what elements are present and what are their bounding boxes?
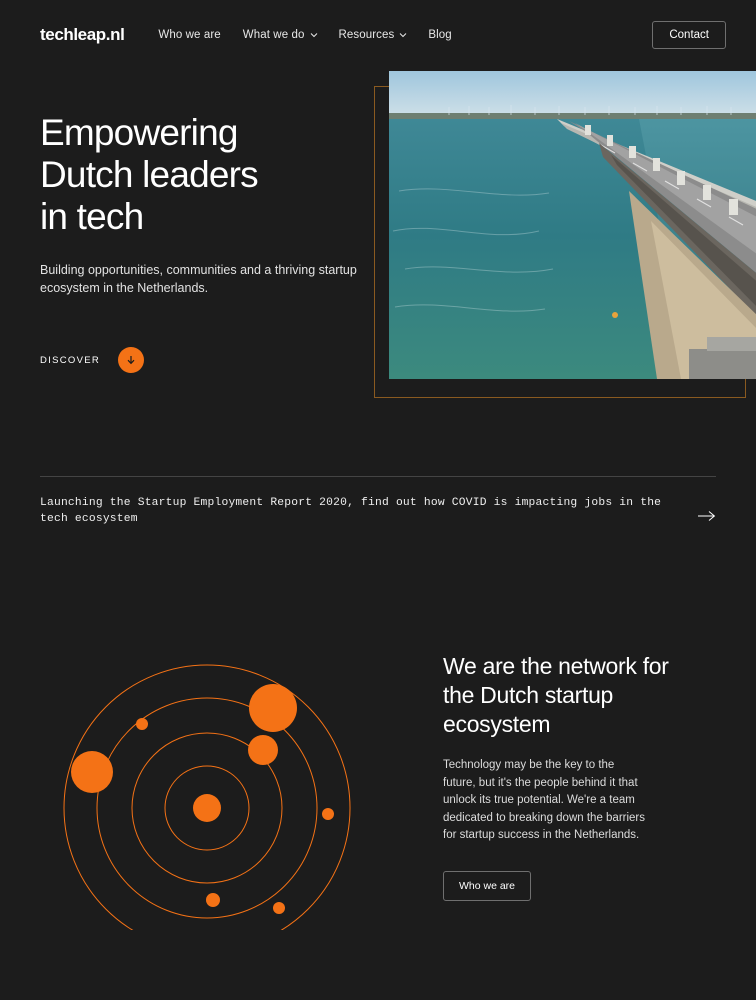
hero-title-line-3: in tech (40, 196, 144, 237)
main-nav (158, 29, 451, 41)
network-title (443, 652, 733, 739)
network-title-line-2: the Dutch startup (443, 682, 614, 708)
hero-subtitle: Building opportunities, communities and a thriving startup ecosystem in the Netherlands. (40, 263, 357, 295)
announcement-banner[interactable] (40, 476, 716, 527)
nav-label: Blog (428, 29, 452, 41)
nav-item-blog[interactable] (428, 29, 451, 41)
network-body-text: Technology may be the key to the future, but it's the people behind it that unlock its true potential. We're a team dedicated to breaking down the barriers for startup success in the Netherlands. (443, 759, 646, 841)
hero-copy (40, 112, 390, 297)
discover-label: DISCOVER (40, 354, 101, 366)
network-title-line-1: We are the network for (443, 653, 669, 679)
hero-title-line-1: Empowering (40, 112, 238, 153)
hero-title-line-2: Dutch leaders (40, 154, 258, 195)
nav-item-what-we-do[interactable] (243, 29, 317, 41)
who-we-are-button[interactable]: Who we are (443, 871, 531, 901)
nav-label: Resources (338, 29, 395, 41)
arrow-down-icon[interactable] (118, 347, 144, 373)
orbit-graphic (45, 640, 375, 930)
network-copy (443, 652, 733, 901)
nav-item-who-we-are[interactable] (158, 29, 220, 41)
site-logo[interactable]: techleap.nl (40, 25, 125, 44)
announcement-text: Launching the Startup Employment Report 2020, find out how COVID is impacting jobs in the tech ecosystem (40, 497, 662, 525)
chevron-down-icon (310, 31, 317, 38)
nav-item-resources[interactable] (339, 29, 407, 41)
hero-image (389, 71, 756, 379)
contact-button[interactable]: Contact (652, 21, 726, 49)
network-title-line-3: ecosystem (443, 711, 551, 737)
nav-label: What we do (242, 29, 305, 41)
network-section (0, 600, 756, 960)
hero-image-frame (374, 86, 746, 398)
hero-section (0, 70, 756, 400)
arrow-right-icon[interactable] (698, 509, 716, 527)
site-header (0, 0, 756, 70)
chevron-down-icon (399, 31, 406, 38)
discover-link[interactable] (40, 347, 144, 373)
nav-label: Who we are (158, 29, 221, 41)
page-title (40, 112, 390, 238)
